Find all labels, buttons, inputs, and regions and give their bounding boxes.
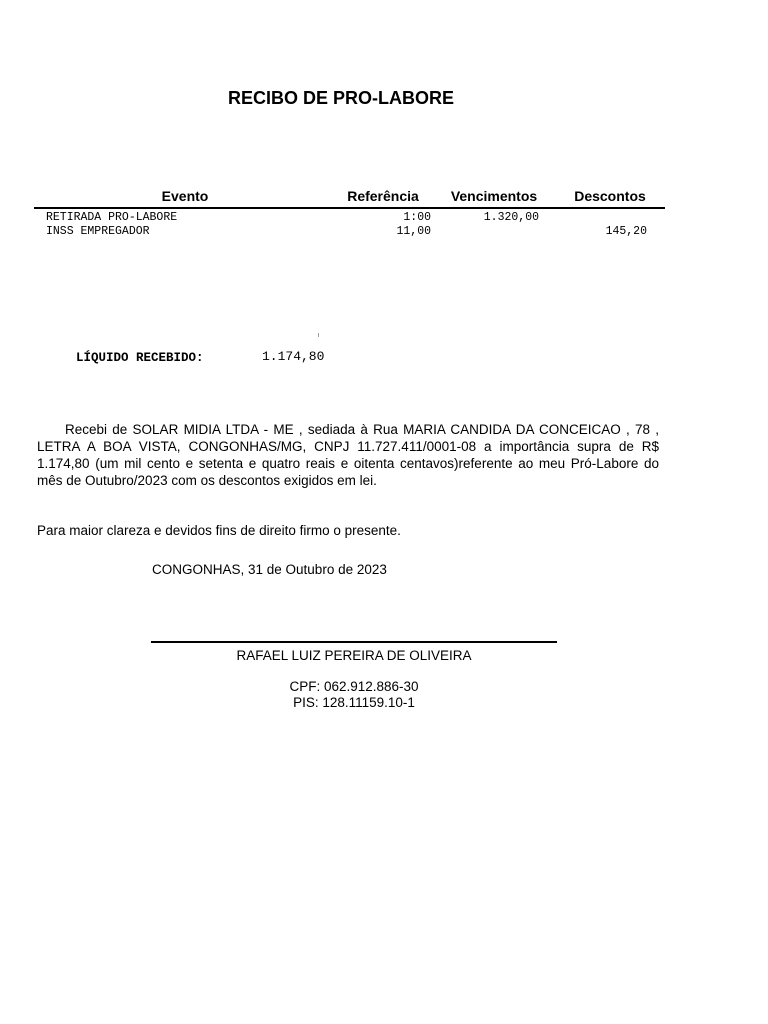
cell-descontos: 145,20 — [605, 225, 647, 238]
column-header-evento: Evento — [161, 188, 209, 204]
cell-evento: INSS EMPREGADOR — [46, 225, 150, 238]
column-header-descontos: Descontos — [574, 188, 646, 204]
header-divider — [34, 207, 665, 209]
cell-evento: RETIRADA PRO-LABORE — [46, 211, 178, 224]
clareza-statement: Para maior clareza e devidos fins de direito firmo o presente. — [37, 523, 401, 538]
column-header-vencimentos: Vencimentos — [450, 188, 538, 204]
place-date: CONGONHAS, 31 de Outubro de 2023 — [152, 562, 387, 577]
signer-name: RAFAEL LUIZ PEREIRA DE OLIVEIRA — [236, 648, 472, 663]
cell-vencimentos: 1.320,00 — [483, 211, 539, 224]
column-header-referencia: Referência — [347, 188, 419, 204]
cell-referencia: 11,00 — [396, 225, 431, 238]
liquido-value: 1.174,80 — [262, 349, 325, 364]
declaration-paragraph: Recebi de SOLAR MIDIA LTDA - ME , sediada à Rua MARIA CANDIDA DA CONCEICAO , 78 , LETRA A BOA VISTA, CONGONHAS/MG, CNPJ 11.727.411/0001-08 a importância supra de R$ 1.174,80 (um mil cento e setenta e quatro reais e oitenta centavos)referente ao meu Pró-Labore do mês de Outubro/2023 com os descontos exigidos em lei. — [37, 422, 659, 488]
liquido-label: LÍQUIDO RECEBIDO: — [76, 351, 204, 365]
signature-line — [151, 641, 557, 643]
signer-pis: PIS: 128.11159.10-1 — [293, 695, 415, 710]
table-row — [0, 225, 768, 239]
signer-cpf: CPF: 062.912.886-30 — [289, 679, 419, 694]
table-row — [0, 211, 768, 225]
scan-mark — [318, 333, 319, 337]
cell-referencia: 1:00 — [403, 211, 431, 224]
document-title: RECIBO DE PRO-LABORE — [227, 88, 454, 108]
